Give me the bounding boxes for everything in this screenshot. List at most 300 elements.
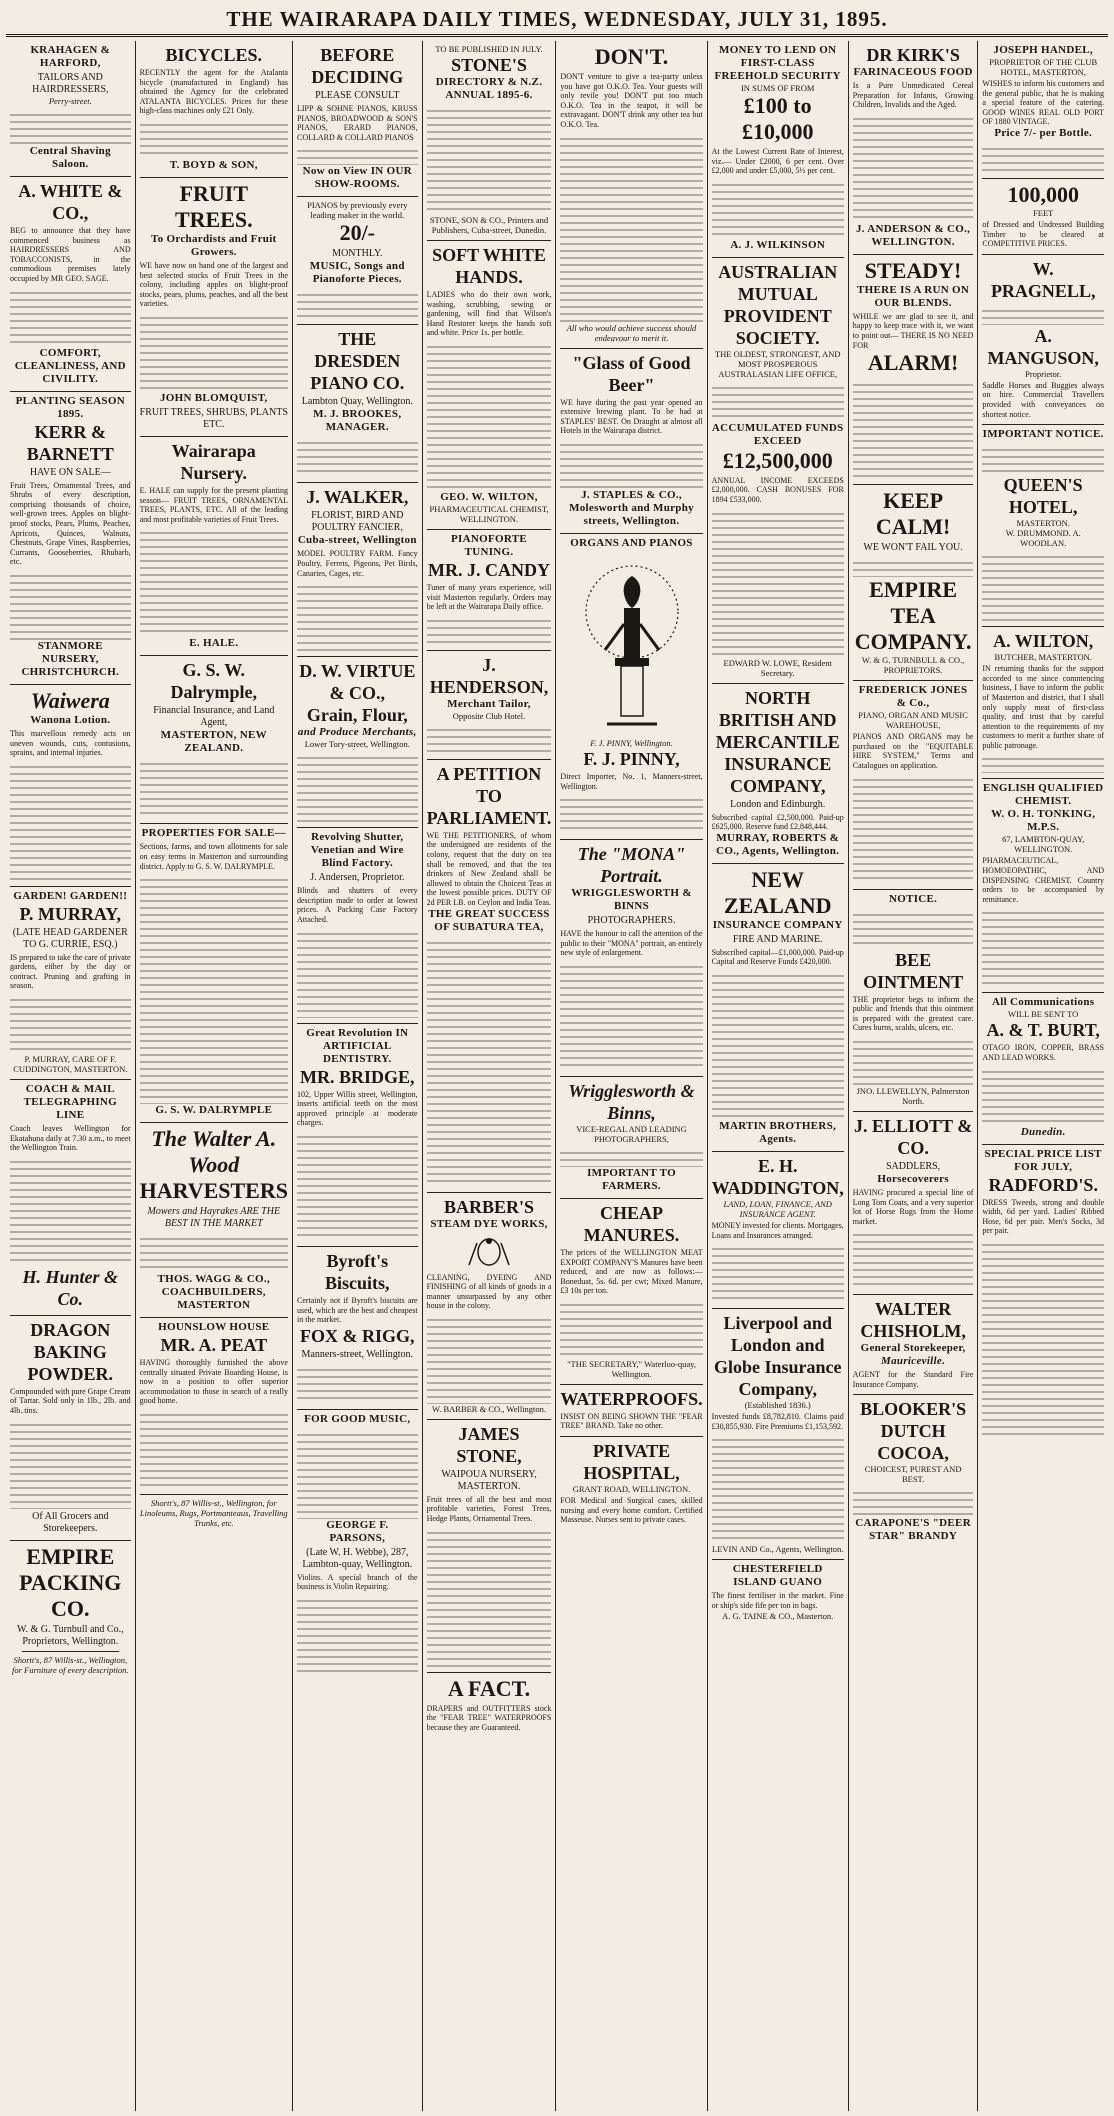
text-lines <box>853 1036 974 1086</box>
ad-title: SOFT WHITE HANDS. <box>432 245 546 287</box>
ad-body: The prices of the WELLINGTON MEAT EXPORT COMPANY'S Manures have been reduced, and are now as follows:— Boneduat, 5s. 6d. per cwt; Mixed Manure, £3 10s per ton. <box>560 1247 703 1296</box>
ad-revolving-shutter <box>297 828 418 1023</box>
ad-heading: TO BE PUBLISHED IN JULY. <box>435 44 543 54</box>
ad-title: RADFORD'S. <box>988 1174 1098 1195</box>
text-lines <box>10 109 131 145</box>
ad-body: DRAPERS and OUTFITTERS stock the "FEAR TREE" WATERPROOFS because they are Guaranteed. <box>426 1703 552 1732</box>
ad-subheading: PROPRIETOR OF THE CLUB HOTEL, MASTERTON, <box>989 57 1098 77</box>
ad-heading: GARDEN! GARDEN!! <box>13 889 128 902</box>
ad-subheading: TAILORS AND HAIRDRESSERS, <box>32 72 109 95</box>
ad-signature: JOHN BLOMQUIST, <box>159 391 268 404</box>
ad-title: Wairarapa Nursery. <box>171 440 256 483</box>
text-lines <box>10 570 131 640</box>
ad-signature: J. STAPLES & CO., Molesworth and Murphy streets, Wellington. <box>569 488 694 527</box>
ad-title: P. MURRAY, <box>19 903 122 924</box>
text-lines <box>982 907 1104 987</box>
ad-properties-for-sale <box>140 824 288 1123</box>
ad-mona-portrait <box>560 840 702 1077</box>
ad-dr-kirks-food <box>853 41 974 255</box>
text-lines <box>427 937 552 1187</box>
text-lines <box>560 1147 702 1167</box>
ad-amount: £100 to £10,000 <box>741 93 814 144</box>
ad-subheading: FRUIT TREES, SHRUBS, PLANTS ETC. <box>139 406 288 430</box>
ad-subheading: LAND, LOAN, FINANCE, AND INSURANCE AGENT. <box>723 1198 832 1219</box>
ad-title: Liverpool and London and Globe Insurance Company, <box>713 1313 842 1400</box>
ad-body: Fruit Trees, Ornamental Trees, and Shrubs of every description, comprising thousands of choice, well-grown trees. Apples on blight-proof stocks, Pears, Plums, Peaches, Apricots, Quinces, Walnuts, Chestnuts, Grape Vines, Raspberries, Currants, Gooseberries, Rhubarb, etc. <box>10 480 131 567</box>
ad-subheading: Financial Insurance, and Land Agent, <box>153 705 275 729</box>
ad-place: STANMORE NURSERY, CHRISTCHURCH. <box>21 639 120 678</box>
ad-heading: MONEY TO LEND ON FIRST-CLASS FREEHOLD SECURITY <box>714 44 841 82</box>
ad-body: Compounded with pure Grape Cream of Tartar. Sold only in 1lb., 2lb. and 4lb. tins. <box>10 1386 131 1416</box>
ad-title: FRUIT TREES. <box>174 180 253 232</box>
royal-arms-icon <box>459 1235 519 1269</box>
ad-title: "Glass of Good Beer" <box>572 352 691 395</box>
ad-title: E. H. WADDINGTON, <box>711 1155 844 1198</box>
text-lines <box>297 289 418 319</box>
ad-title: J. ELLIOTT & CO. <box>853 1115 973 1158</box>
ad-title: KEEP CALM! <box>875 488 951 540</box>
text-lines <box>427 1314 552 1404</box>
ad-subheading: HAVE ON SALE— <box>29 466 111 478</box>
text-lines <box>140 874 288 1104</box>
ad-title: MR. J. CANDY <box>428 559 550 580</box>
ad-dalrymple <box>140 656 288 824</box>
ad-signature: JNO. LLEWELLYN, Palmerston North. <box>856 1085 970 1106</box>
ad-private-hospital <box>560 1437 702 1530</box>
ad-dresden-piano <box>297 325 418 483</box>
ad-dont-oko-tea <box>560 41 702 349</box>
ad-subheading: PHARMACEUTICAL CHEMIST, WELLINGTON. <box>429 503 549 524</box>
text-lines <box>140 312 288 392</box>
ad-body: WISHES to inform his customers and the general public, that he is making a special feature of the catering. GOOD WINES REAL OLD PORT OF 1880 VINTAGE. <box>982 79 1104 127</box>
text-lines <box>712 970 844 1120</box>
ad-caption: F. J. PINNY, Wellington. <box>590 737 673 748</box>
ad-body: MUSIC, Songs and Pianoforte Pieces. <box>309 260 405 286</box>
ad-pianos-monthly <box>297 197 418 325</box>
ad-liverpool-london-globe <box>712 1309 844 1560</box>
ad-price: 20/- <box>339 220 376 246</box>
ad-subheading: PIANO, ORGAN AND MUSIC WAREHOUSE, <box>858 710 968 731</box>
ad-title: GEORGE F. PARSONS, <box>326 1518 389 1544</box>
ad-body: Certainly not if Byroft's biscuits are used, which are the best and cheapest in the market. <box>296 1295 418 1325</box>
ad-title: F. J. PINNY, <box>583 748 680 769</box>
ad-heading: IMPORTANT NOTICE. <box>982 428 1104 441</box>
ad-title: NORTH BRITISH AND MERCANTILE INSURANCE COMPANY, <box>715 687 840 796</box>
ad-piano-tuning <box>427 530 552 651</box>
ad-petition-parliament <box>427 760 552 1193</box>
ad-title: STONE'S <box>451 55 527 75</box>
ad-title: W. PRAGNELL, <box>990 258 1096 301</box>
ad-title: CHESTERFIELD ISLAND GUANO <box>732 1563 823 1589</box>
text-lines <box>560 961 702 1071</box>
ad-waddington <box>712 1152 844 1309</box>
ad-j-elliott-saddlers <box>853 1112 974 1295</box>
ad-signature: W. BARBER & CO., Wellington. <box>431 1403 547 1414</box>
ad-title: 100,000 <box>1007 181 1079 207</box>
ad-title: QUEEN'S HOTEL, <box>1003 475 1083 518</box>
ad-body: OTAGO IRON, COPPER, BRASS AND LEAD WORKS. <box>982 1043 1104 1063</box>
ad-heading: KRAHAGEN & HARFORD, <box>30 44 111 69</box>
ad-footer: Shortt's, 87 Willis-st., Wellington, for Linoleums, Rugs, Portmanteaus, Travelling Trunks, etc. <box>139 1498 288 1529</box>
ad-j-walker <box>297 483 418 657</box>
ad-heading: COACH & MAIL TELEGRAPHING LINE <box>23 1083 118 1122</box>
ad-signature: G. S. W. DALRYMPLE <box>155 1104 273 1117</box>
ad-burt-otago <box>982 993 1104 1144</box>
text-lines <box>140 119 288 159</box>
ad-title: BEE OINTMENT <box>863 949 964 992</box>
ad-subheading: Mowers and Hayrakes ARE THE BEST IN THE MARKET <box>147 1206 281 1230</box>
text-lines <box>297 1131 418 1241</box>
ad-a-wilton-butcher <box>982 627 1104 779</box>
ad-title: PRIVATE HOSPITAL, <box>583 1441 680 1484</box>
ad-staples-beer <box>560 349 702 534</box>
divider <box>22 1651 119 1652</box>
ad-heading: THE GREAT SUCCESS OF SUBATURA TEA, <box>428 907 550 933</box>
ad-radfords <box>982 1145 1104 1444</box>
ad-chesterfield-guano <box>712 1560 844 1625</box>
text-lines <box>853 1487 974 1517</box>
ad-body: LADIES who do their own work, washing, scrubbing, sewing or gardening, will find that Wilson's Hand Restorer keeps the hands soft and white. Price 1s. per bottle. <box>426 290 552 338</box>
ad-hounslow-house <box>140 1318 288 1495</box>
ad-byrofts-biscuits <box>297 1247 418 1410</box>
text-lines <box>297 1429 418 1519</box>
ad-cheap-manures <box>560 1199 702 1385</box>
ad-signature: J. ANDERSON & CO., WELLINGTON. <box>856 222 971 248</box>
ad-wrigglesworth-binns <box>560 1077 702 1199</box>
ad-body: Subscribed capital—£1,000,000. Paid-up Capital and Reserve Funds £420,000. <box>711 947 844 967</box>
ad-place: Lower Tory-street, Wellington. <box>304 739 410 750</box>
ad-title: J. HENDERSON, <box>429 654 549 697</box>
ad-subheading: CHOICEST, PUREST AND BEST. <box>864 1464 962 1485</box>
text-lines <box>427 615 552 645</box>
ad-title: KERR & BARNETT <box>26 421 114 464</box>
ad-amp-society <box>712 258 844 684</box>
ad-subheading: General Storekeeper, <box>860 1342 966 1355</box>
text-lines <box>10 994 131 1054</box>
ad-subheading: J. Andersen, Proprietor. <box>310 872 405 884</box>
ad-soft-white-hands <box>427 241 552 530</box>
ad-wanona-lotion <box>10 685 131 887</box>
ad-body: Fruit trees of all the best and most profitable varieties, Forest Trees, Hedge Plants, Ornamental Trees. <box>426 1494 552 1524</box>
ad-title: G. S. W. Dalrymple, <box>170 660 258 703</box>
ad-krahagen-harford <box>10 41 131 177</box>
ad-title: BARBER'S <box>443 1196 535 1217</box>
ad-body: WE have during the past year opened an extensive brewing plant. To be had at STAPLES' BEST. On Draught at almost all Hotels in the Wairarapa district. <box>560 397 703 436</box>
ad-signature: E. HALE. <box>189 637 239 650</box>
ad-subheading: THE OLDEST, STRONGEST, AND MOST PROSPEROUS AUSTRALASIAN LIFE OFFICE, <box>714 348 841 379</box>
ad-title: DON'T. <box>594 44 669 69</box>
ad-title: A. WILTON, <box>993 631 1094 652</box>
ad-title: MR. A. PEAT <box>160 1335 268 1356</box>
ad-heading: ACCUMULATED FUNDS EXCEED <box>711 421 844 447</box>
text-lines <box>140 1409 288 1489</box>
ad-title: The Walter A. Wood <box>151 1126 277 1178</box>
text-lines <box>982 444 1104 474</box>
ad-subheading: W. & G. Turnbull and Co., Proprietors, Wellington. <box>17 1623 124 1647</box>
ad-body: Is a Pure Unmedicated Cereal Preparation for Infants, Growing Children, Invalids and the Aged. <box>852 81 974 110</box>
ad-body: FOR Medical and Surgical cases, skilled nursing and every home comfort. Certified Masseuse. Nurses sent to private cases. <box>560 1496 703 1525</box>
ad-place: STONE, SON & CO., Printers and Publishers, Cuba-street, Dunedin. <box>429 215 549 235</box>
column-7 <box>849 41 979 2111</box>
ad-title: MR. BRIDGE, <box>300 1066 415 1087</box>
ad-bicycles <box>140 41 288 178</box>
column-3 <box>293 41 423 2111</box>
ad-subheading: WILL BE SENT TO <box>1008 1009 1079 1020</box>
ad-title: NEW ZEALAND <box>723 866 832 918</box>
ad-subheading: FLORIST, BIRD AND POULTRY FANCIER, <box>311 510 404 534</box>
ad-blookers-cocoa <box>853 1395 974 1548</box>
ad-body: Blinds and shutters of every description made to order at lowest prices. A Packing Case Factory Attached. <box>296 886 418 924</box>
ad-signature: W. & G. TURNBULL & CO., PROPRIETORS. <box>861 655 965 676</box>
text-lines <box>853 557 974 577</box>
ad-body: This marvellous remedy acts on uneven wounds, cuts, contusions, sprains, and internal injuries. <box>10 728 131 758</box>
ad-subheading: 67, LAMBTON-QUAY, WELLINGTON. <box>1002 834 1085 855</box>
ad-subheading: BUTCHER, MASTERTON. <box>994 652 1092 663</box>
ad-body: Tuner of many years experience, will visit Masterton regularly. Orders may be left at the Wairarapa Daily office. <box>426 582 552 612</box>
ad-body: PHARMACEUTICAL, HOMOEOPATHIC, AND DISPENSING CHEMIST. Country orders to be accompanied by remittance. <box>982 856 1104 904</box>
ad-heading: Now on View IN OUR SHOW-ROOMS. <box>302 165 412 191</box>
ad-subheading: DIRECTORY & N.Z. ANNUAL 1895-6. <box>435 76 543 101</box>
ad-signature: M. J. BROOKES, MANAGER. <box>313 408 402 434</box>
advertisement-columns <box>6 41 1108 2111</box>
ad-subheading: London and Edinburgh. <box>730 798 826 810</box>
ad-signature: "THE SECRETARY," Waterloo-quay, Wellington. <box>567 1358 696 1379</box>
ad-body: IS prepared to take the care of private gardens, either by the day or contract. Pruning and grafting in season. <box>10 952 131 991</box>
ad-title: A PETITION TO PARLIAMENT. <box>426 763 552 828</box>
ad-body: HAVE the honour to call the attention of the public to their "MONA" portrait, an entirely new style of enlargement. <box>560 929 703 958</box>
ad-title: Central Shaving Saloon. <box>29 145 111 170</box>
text-lines <box>140 1233 288 1273</box>
ad-title: D. W. VIRTUE & CO., <box>299 661 416 704</box>
ad-title: WALTER CHISHOLM, <box>860 1299 966 1342</box>
ad-signature: A. J. WILKINSON <box>730 238 826 251</box>
ad-tagline: COMFORT, CLEANLINESS, AND CIVILITY. <box>14 346 126 385</box>
ad-heading: SPECIAL PRICE LIST FOR JULY, <box>984 1147 1102 1173</box>
ad-joseph-handel <box>982 41 1104 179</box>
ad-money-to-lend <box>712 41 844 258</box>
ad-subheading: (Established 1836.) <box>744 1400 811 1411</box>
ad-title: H. Hunter & Co. <box>22 1266 119 1309</box>
ad-body: MODEL POULTRY FARM. Fancy Poultry, Ferrets, Pigeons, Pet Birds, Canaries, Cages, etc. <box>296 549 418 578</box>
ad-subheading: PHOTOGRAPHERS. <box>587 915 676 927</box>
ad-title: STEADY! <box>864 257 962 283</box>
ad-signature: THOS. WAGG & CO., COACHBUILDERS, MASTERTON <box>157 1273 271 1312</box>
ad-body: HAVING thoroughly furnished the above centrally situated Private Boarding House, is now in a position to offer superior accommodation to those in search of a really good home. <box>139 1358 288 1406</box>
ad-heading: IMPORTANT TO FARMERS. <box>587 1166 676 1192</box>
ad-title: Byroft's Biscuits, <box>325 1250 390 1293</box>
ad-heading: CARAPONE'S "DEER STAR" BRANDY <box>855 1517 971 1543</box>
column-6 <box>708 41 849 2111</box>
ad-motto: All who would achieve success should endeavour to merit it. <box>566 322 697 343</box>
ad-title: The "MONA" Portrait. <box>577 844 686 887</box>
ad-subheading: PLEASE CONSULT <box>315 90 400 101</box>
text-lines <box>297 581 418 651</box>
ad-walter-chisholm <box>853 1295 974 1395</box>
text-lines <box>560 439 702 489</box>
ad-title: WATERPROOFS. <box>560 1388 703 1409</box>
ad-body: Direct Importer, No. 1, Manners-street, Wellington. <box>560 771 703 791</box>
text-lines <box>982 753 1104 773</box>
ad-fruit-trees-blomquist <box>140 178 288 437</box>
text-lines <box>982 551 1104 621</box>
ad-subheading: INSURANCE COMPANY <box>712 918 843 931</box>
ad-steady-empire-tea <box>853 255 974 485</box>
column-8 <box>978 41 1108 2111</box>
text-lines <box>297 1595 418 1675</box>
ad-body: INSIST ON BEING SHOWN THE "FEAR TREE" BRAND. Take no other. <box>560 1411 703 1431</box>
ad-signature: MURRAY, ROBERTS & CO., Agents, Wellington. <box>716 831 840 857</box>
ad-title: FREDERICK JONES & Co., <box>858 684 968 710</box>
text-lines <box>10 1156 131 1266</box>
ad-company: EMPIRE TEA COMPANY. <box>854 577 972 655</box>
ad-signature: LEVIN AND Co., Agents, Wellington. <box>712 1544 844 1555</box>
ad-frederick-jones <box>853 681 974 889</box>
ad-heading: ORGANS AND PIANOS <box>570 536 693 549</box>
text-lines <box>427 105 552 215</box>
ad-walter-wood-harvesters <box>140 1123 288 1318</box>
ad-subheading: VICE-REGAL AND LEADING PHOTOGRAPHERS, <box>576 1123 687 1144</box>
ad-dragon-baking-powder <box>10 1316 131 1541</box>
ad-queens-hotel <box>982 425 1104 627</box>
ad-title: BICYCLES. <box>165 45 263 65</box>
ad-a-white <box>10 177 131 392</box>
ad-heading: Great Revolution IN ARTIFICIAL DENTISTRY. <box>306 1026 409 1065</box>
ad-subheading: Proprietor. <box>1025 368 1062 379</box>
ad-body: LIPP & SOHNE PIANOS, KRUSS PIANOS, BROADWOOD & SON'S PIANOS, ERARD PIANOS, COLLARD & COLLARD PIANOS <box>296 104 418 142</box>
ad-body: Violins. A special branch of the business is Violin Repairing. <box>296 1572 418 1592</box>
ad-heading: ENGLISH QUALIFIED CHEMIST. <box>983 782 1104 808</box>
text-lines <box>712 1243 844 1303</box>
ad-title: EMPIRE PACKING CO. <box>19 1543 122 1621</box>
ad-title: THE DRESDEN PIANO CO. <box>310 329 405 394</box>
text-lines <box>297 1364 418 1404</box>
ad-subheading: FEET <box>1033 207 1054 218</box>
ad-title: Wrigglesworth & Binns, <box>568 1080 695 1123</box>
ad-body: 102, Upper Willis street, Wellington, inserts artificial teeth on the most approved principle at moderate charges. <box>296 1089 418 1128</box>
text-lines <box>853 909 974 949</box>
ad-body: WHILE we are glad to see it, and happy to keep trace with it, we want to point out— THERE IS NO NEED FOR <box>852 311 974 350</box>
masthead: THE WAIRARAPA DAILY TIMES, WEDNESDAY, JULY 31, 1895. <box>6 4 1108 37</box>
ad-signature: T. BOYD & SON, <box>169 158 258 171</box>
ad-new-zealand-insurance <box>712 864 844 1152</box>
text-lines <box>712 1434 844 1544</box>
text-lines <box>140 758 288 818</box>
ad-title: BLOOKER'S DUTCH COCOA, <box>860 1399 967 1464</box>
ad-place: P. MURRAY, CARE OF F. CUDDINGTON, MASTERTON. <box>13 1054 128 1075</box>
ad-heading: HOUNSLOW HOUSE <box>158 1321 270 1334</box>
ad-signature: MARTIN BROTHERS, Agents. <box>719 1119 837 1145</box>
ad-p-murray <box>10 887 131 1080</box>
ad-heading: A. MANGUSON, <box>987 325 1099 368</box>
ad-signature: FOX & RIGG, <box>300 1325 415 1346</box>
ad-body: BEG to announce that they have commenced business as HAIRDRESSERS AND TOBACCONISTS, in the commodious premises lately occupied by MR GEO. SAGE. <box>10 226 131 283</box>
text-lines <box>297 928 418 1018</box>
ad-body: WE THE PETITIONERS, of whom the undersigned are residents of the colony, request that the duty on tea shall be removed, and that the tea drinkers of New Zealand shall be allowed to obtain the Choicest Teas at the lowest possible prices. DUTY OF 2d PER LB. on Ceylon and India Teas. <box>426 830 552 907</box>
ad-title: A. & T. BURT, <box>986 1020 1100 1041</box>
ad-title: DR KIRK'S <box>866 45 960 65</box>
ad-heading: Grain, Flour, <box>306 705 408 726</box>
ad-before-deciding <box>297 41 418 197</box>
ad-title: A FACT. <box>447 1675 531 1701</box>
ad-body: DRESS Tweeds, strong and double width, 6d per yard. Ladies' Ribbed Hose, 6d per pair. Men's Socks, 3d per pair. <box>982 1197 1104 1236</box>
text-lines <box>982 305 1104 325</box>
ad-title: DRAGON BAKING POWDER. <box>27 1319 114 1384</box>
ad-body: Subscribed capital £2,500,000. Paid-up £625,000. Reserve fund £2,848,444. <box>711 812 844 832</box>
ad-title: Waiwera <box>30 687 110 713</box>
ad-body: RECENTLY the agent for the Atalanta bicycle (manufactured in England) has obtained the Agency for the celebrated ATALANTA BICYCLES. Prices for these high-class machines only £21 Only. <box>139 68 288 116</box>
text-lines <box>982 143 1104 173</box>
ad-subheading: GRANT ROAD, WELLINGTON. <box>572 1484 691 1495</box>
ad-body: Saddle Horses and Buggies always on hire. Commercial Travellers provided with conveyances on shortest notice. <box>982 380 1104 419</box>
ad-pinny-organs <box>560 534 702 840</box>
ad-subheading: IN SUMS OF FROM <box>740 83 815 93</box>
ad-subheading: SADDLERS, <box>886 1160 941 1172</box>
ad-subheading: Manners-street, Wellington. <box>301 1348 414 1360</box>
ad-title: W. O. H. TONKING, M.P.S. <box>991 808 1096 834</box>
text-lines <box>297 437 418 477</box>
ad-heading: FIRE AND MARINE. <box>732 933 823 945</box>
text-lines <box>853 774 974 884</box>
ad-wairarapa-nursery <box>140 437 288 656</box>
text-lines <box>427 341 552 491</box>
ad-title: AUSTRALIAN MUTUAL PROVIDENT SOCIETY. <box>718 261 838 348</box>
ad-kerr-barnett <box>10 392 131 685</box>
ad-subheading: Of All Grocers and Storekeepers. <box>32 1510 109 1534</box>
ad-subheading: STEAM DYE WORKS, <box>430 1217 548 1230</box>
ad-subheading: WAIPOUA NURSERY, MASTERTON. <box>441 1468 537 1492</box>
ad-100000-feet <box>982 179 1104 255</box>
ad-heading: THERE IS A RUN ON OUR BLENDS. <box>857 283 970 309</box>
ad-subheading: and Produce Merchants, <box>297 726 417 739</box>
ad-heading: NOTICE. <box>888 892 938 905</box>
text-lines <box>853 379 974 479</box>
ad-keep-calm <box>853 485 974 681</box>
ad-body: ANNUAL INCOME EXCEEDS £2,000,000. CASH BONUSES FOR 1894 £533,000. <box>711 475 844 504</box>
ad-signature: EDWARD W. LOWE, Resident Secretary. <box>723 657 832 678</box>
ad-signature: A. G. TAINE & CO., Masterton. <box>722 1610 834 1621</box>
text-lines <box>427 724 552 754</box>
ad-subheading: MASTERTON. <box>1016 518 1070 529</box>
ad-body: IN returning thanks for the support accorded to me since commencing business, I have to inform the public of Masterton and district, that I shall only supply meat of first-class quality, and trust that by careful attention to the requirements of my customers to merit a further share of public patronage. <box>982 664 1104 750</box>
ad-signature: GEO. W. WILTON, <box>440 490 538 503</box>
column-4 <box>423 41 557 2111</box>
ad-body: CLEANING, DYEING AND FINISHING of all kinds of goods in a manner unsurpassed by any other house in the colony. <box>426 1272 552 1311</box>
ad-heading: PROPERTIES FOR SALE— <box>141 827 286 840</box>
ad-body: AGENT for the Standard Fire Insurance Company. <box>852 1370 974 1389</box>
ad-place: Perry-street. <box>48 96 92 106</box>
ad-george-parsons <box>297 1410 418 1680</box>
text-lines <box>712 382 844 422</box>
ad-subheading: Merchant Tailor, <box>447 697 531 710</box>
ad-price: Price 7/- per Bottle. <box>994 126 1093 139</box>
ad-stones-directory <box>427 41 552 241</box>
ad-subheading: WE WON'T FAIL YOU. <box>863 542 963 554</box>
ad-body: Sections, farms, and town allotments for sale on easy terms in Masterton and surrounding district. Apply to G. S. W. DALRYMPLE. <box>139 842 288 871</box>
text-lines <box>712 508 844 658</box>
ad-body: Invested funds £8,782,810. Claims paid £30,855,930. Fire Premiums £1,153,592. <box>711 1412 844 1431</box>
ad-subheading: FARINACEOUS FOOD <box>853 66 973 78</box>
ad-dw-virtue <box>297 657 418 828</box>
text-lines <box>712 179 844 239</box>
ad-title: BEFORE DECIDING <box>311 45 404 87</box>
ad-body: The finest fertiliser in the market. Fine or ship's side fife per ton in bags. <box>711 1591 844 1610</box>
ad-heading: Opposite Club Hotel. <box>452 710 526 721</box>
text-lines <box>560 133 702 323</box>
ad-footer: Shortt's, 87 Willis-st., Wellington, for Furniture of every description. <box>12 1654 129 1675</box>
ad-tonking-chemist <box>982 779 1104 993</box>
organ-statue-illustration <box>577 554 687 734</box>
ad-place: Dunedin. <box>1020 1125 1066 1138</box>
